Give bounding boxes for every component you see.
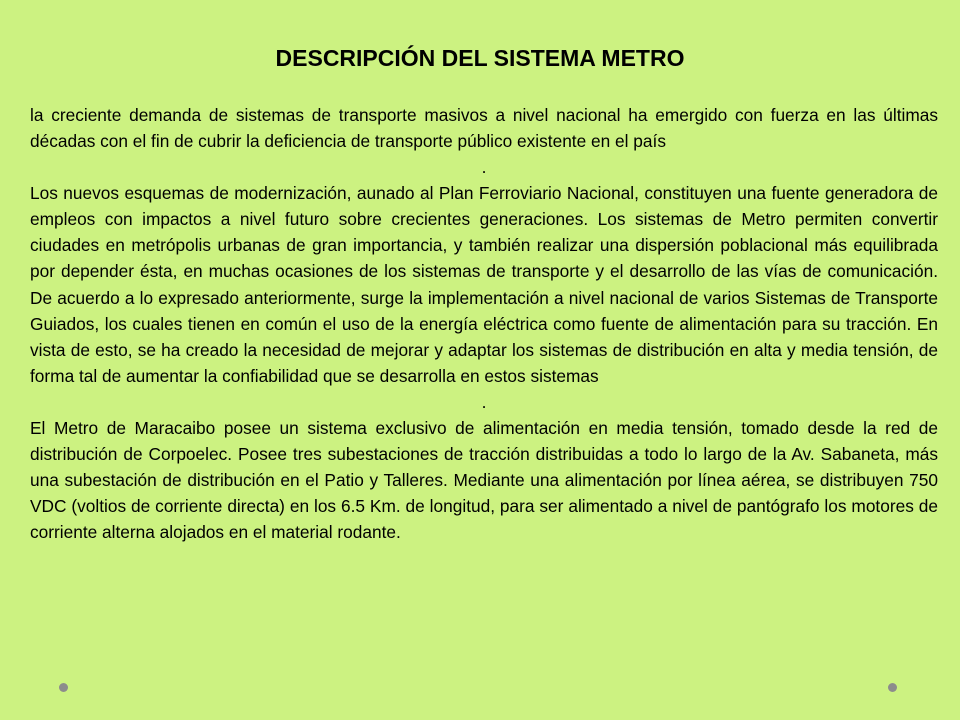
slide-body	[30, 102, 938, 545]
separator-dot: .	[481, 391, 487, 412]
slide-title: DESCRIPCIÓN DEL SISTEMA METRO	[275, 45, 685, 71]
separator-dot: .	[481, 157, 487, 178]
paragraph-modernization: Los nuevos esquemas de modernización, aunado al Plan Ferroviario Nacional, constituyen una fuente generadora de empleos con impactos a nivel futuro sobre crecientes generaciones. Los sistemas de Metro permiten convertir ciudades en metrópolis urbanas de gran importancia, y también realizar una dispersión poblacional más equilibrada por depender ésta, en muchas ocasiones de los sistemas de transporte y el desarrollo de las vías de comunicación. De acuerdo a lo expresado anteriormente, surge la implementación a nivel nacional de varios Sistemas de Transporte Guiados, los cuales tienen en común el uso de la energía eléctrica como fuente de alimentación para su tracción. En vista de esto, se ha creado la necesidad de mejorar y adaptar los sistemas de distribución en alta y media tensión, de forma tal de aumentar la confiabilidad que se desarrolla en estos sistemas	[30, 183, 938, 386]
paragraph-demand: la creciente demanda de sistemas de transporte masivos a nivel nacional ha emergido con fuerza en las últimas décadas con el fin de cubrir la deficiencia de transporte público existente en el país	[30, 105, 938, 152]
paragraph-maracaibo: El Metro de Maracaibo posee un sistema exclusivo de alimentación en media tensión, tomado desde la red de distribución de Corpoelec. Posee tres subestaciones de tracción distribuidas a todo lo largo de la Av. Sabaneta, más una subestación de distribución en el Patio y Talleres. Mediante una alimentación por línea aérea, se distribuyen 750 VDC (voltios de corriente directa) en los 6.5 Km. de longitud, para ser alimentado a nivel de pantógrafo los motores de corriente alterna alojados en el material rodante.	[30, 417, 938, 543]
decorative-dot-right	[888, 683, 897, 692]
decorative-dot-left	[59, 683, 68, 692]
